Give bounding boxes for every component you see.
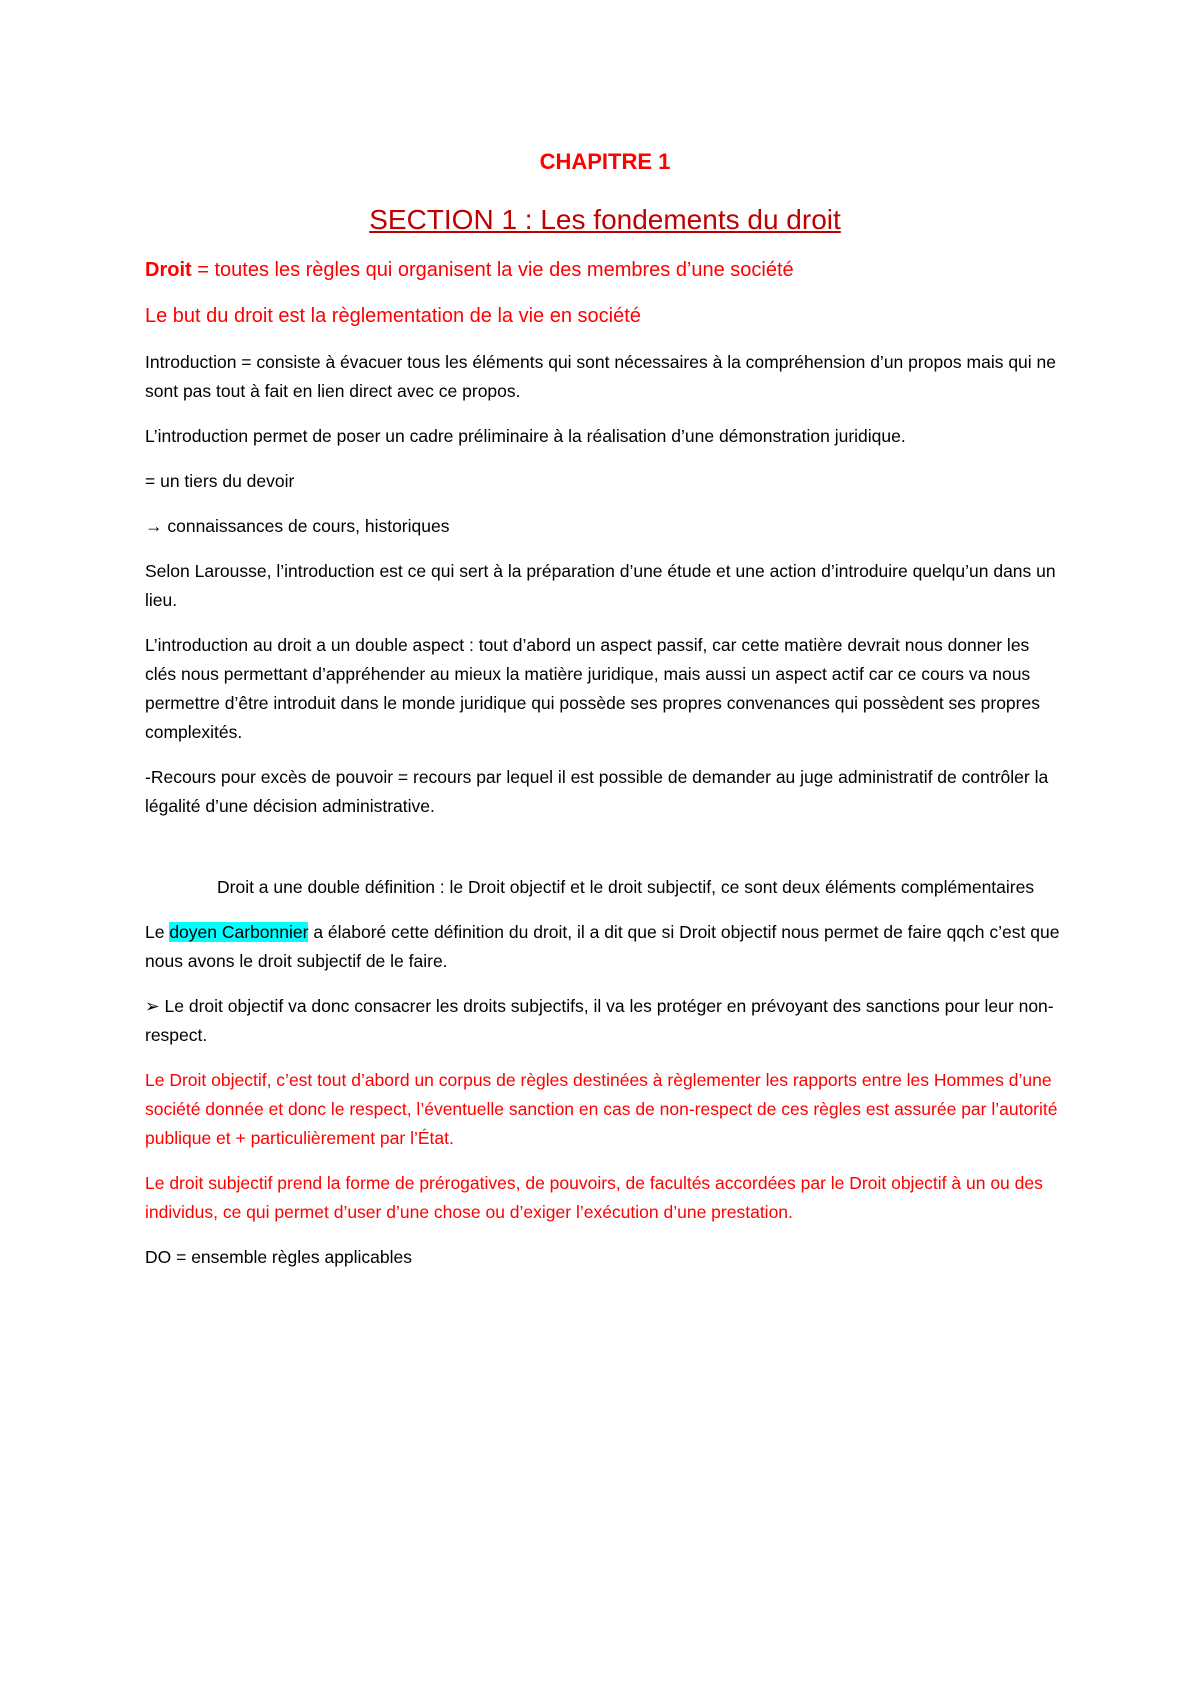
carbonnier-after: a élaboré cette définition du droit, il a dit que si Droit objectif nous permet de faire qqch c’est que nous avons le droit subjectif de le faire.: [145, 922, 1060, 971]
paragraph-larousse: Selon Larousse, l’introduction est ce qui sert à la préparation d’une étude et une action d’introduire quelqu’un dans un lieu.: [145, 561, 1056, 610]
paragraph-recours: -Recours pour excès de pouvoir = recours par lequel il est possible de demander au juge administratif de contrôler la légalité d’une décision administrative.: [145, 767, 1049, 816]
paragraph-connaissances: → connaissances de cours, historiques: [145, 516, 450, 536]
paragraph-carbonnier: [145, 918, 1065, 976]
paragraph-double-aspect: L’introduction au droit a un double aspect : tout d’abord un aspect passif, car cette matière devrait nous donner les clés nous permettant d’appréhender au mieux la matière juridique, mais aussi un aspect actif car ce cours va nous permettre d’être introduit dans le monde juridique qui possède ses propres convenances qui possèdent ses propres complexités.: [145, 635, 1040, 742]
spacer: [145, 837, 1065, 873]
highlighted-doyen-carbonnier: doyen Carbonnier: [169, 922, 309, 942]
section-title: SECTION 1 : Les fondements du droit: [369, 204, 841, 235]
but-du-droit: Le but du droit est la règlementation de la vie en société: [145, 305, 641, 327]
paragraph-introduction-cadre: L’introduction permet de poser un cadre préliminaire à la réalisation d’une démonstration juridique.: [145, 426, 906, 446]
droit-definition: [145, 256, 1065, 284]
paragraph-double-definition: Droit a une double définition : le Droit objectif et le droit subjectif, ce sont deux éléments complémentaires: [217, 877, 1035, 897]
paragraph-tiers-devoir: = un tiers du devoir: [145, 471, 295, 491]
droit-term: Droit: [145, 259, 192, 281]
paragraph-droit-subjectif: Le droit subjectif prend la forme de prérogatives, de pouvoirs, de facultés accordées par le Droit objectif à un ou des individus, ce qui permet d’user d’une chose ou d’exiger l’exécution d’une prestation.: [145, 1173, 1043, 1222]
paragraph-droit-objectif: Le Droit objectif, c’est tout d’abord un corpus de règles destinées à règlementer les rapports entre les Hommes d’une société donnée et donc le respect, l’éventuelle sanction en cas de non-respect de ces règles est assurée par l’autorité publique et + particulièrement par l’État.: [145, 1070, 1058, 1148]
droit-definition-text: = toutes les règles qui organisent la vie des membres d’une société: [191, 259, 794, 281]
paragraph-do-definition: DO = ensemble règles applicables: [145, 1247, 413, 1267]
document-content: [145, 148, 1065, 1288]
bullet-droit-objectif: ➢ Le droit objectif va donc consacrer les droits subjectifs, il va les protéger en prévoyant des sanctions pour leur non-respect.: [145, 996, 1054, 1045]
carbonnier-before: Le: [145, 922, 170, 942]
chapter-title: CHAPITRE 1: [539, 149, 671, 174]
paragraph-introduction-definition: Introduction = consiste à évacuer tous les éléments qui sont nécessaires à la compréhension d’un propos mais qui ne sont pas tout à fait en lien direct avec ce propos.: [145, 352, 1057, 401]
